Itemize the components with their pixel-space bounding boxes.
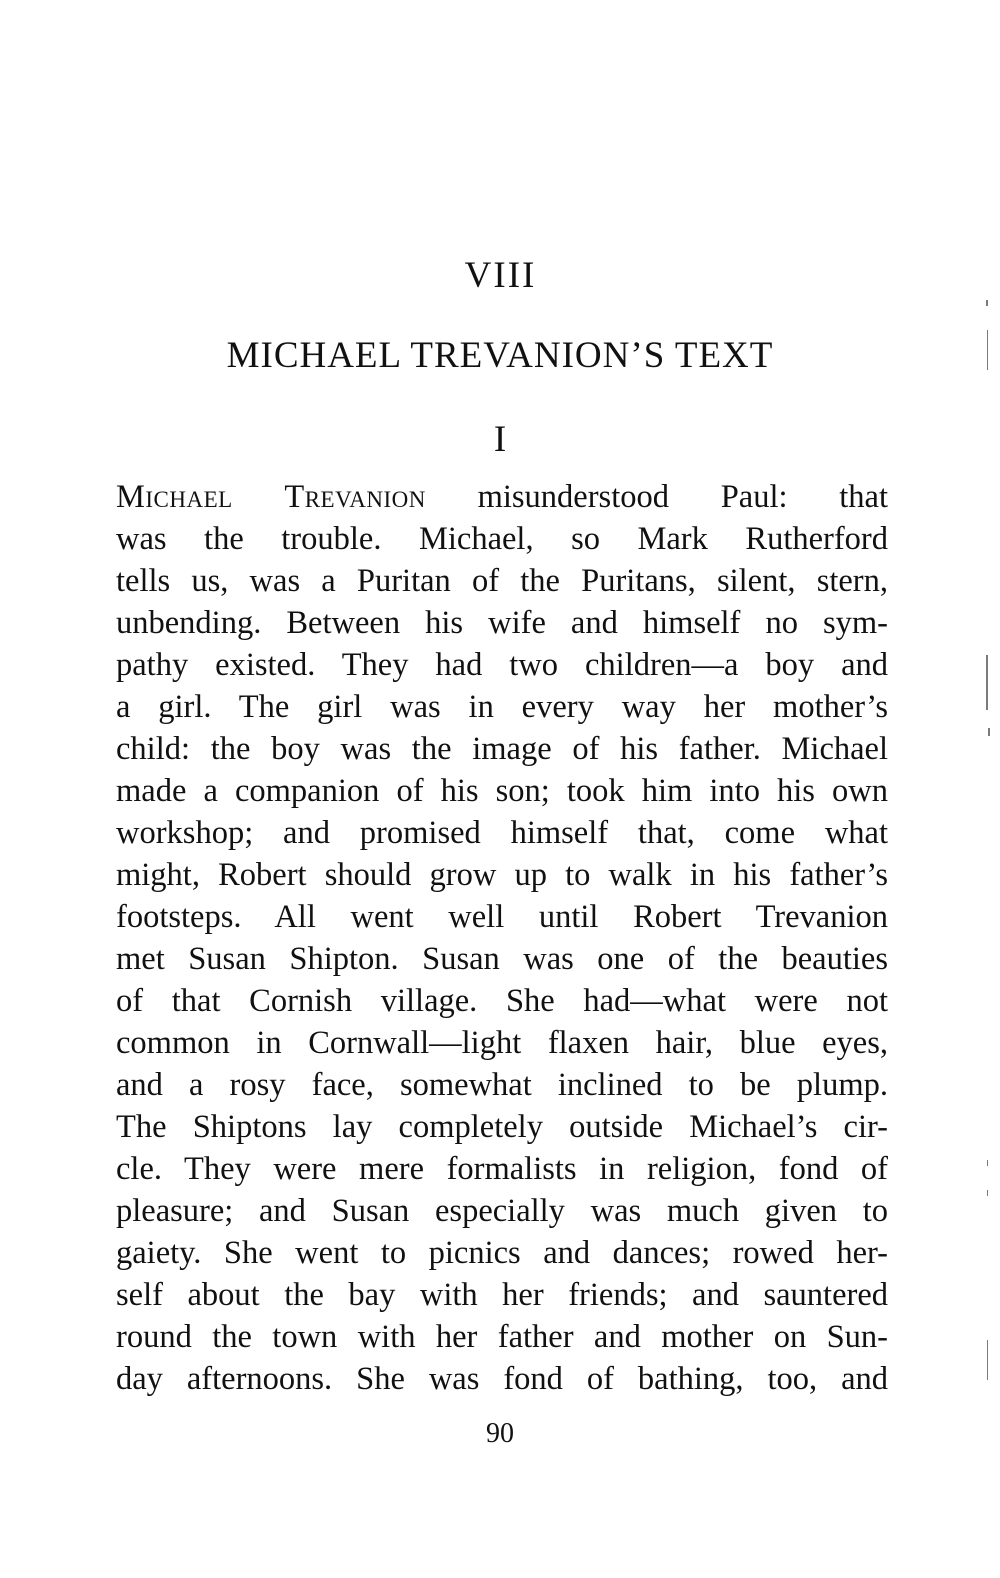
text-line: cle. They were mere formalists in religion, fond of <box>116 1151 888 1187</box>
text-line <box>116 476 888 518</box>
text-line: footsteps. All went well until Robert Trevanion <box>116 899 888 935</box>
text-line: tells us, was a Puritan of the Puritans, silent, stern, <box>116 563 888 599</box>
text-line: met Susan Shipton. Susan was one of the beauties <box>116 941 888 977</box>
scan-mark <box>987 1160 988 1166</box>
text-line: self about the bay with her friends; and sauntered <box>116 1277 888 1313</box>
text-line: pathy existed. They had two children—a boy and <box>116 647 888 683</box>
page-number: 90 <box>486 1418 514 1449</box>
scan-mark <box>987 330 988 370</box>
line-text: misunderstood Paul: that <box>425 479 888 515</box>
text-line: child: the boy was the image of his father. Michael <box>116 731 888 767</box>
section-number: I <box>493 419 507 460</box>
text-line: day afternoons. She was fond of bathing, too, and <box>116 1361 888 1397</box>
text-line: round the town with her father and mother on Sun- <box>116 1319 888 1355</box>
text-line: might, Robert should grow up to walk in his father’s <box>116 857 888 893</box>
text-line: workshop; and promised himself that, come what <box>116 815 888 851</box>
text-line: common in Cornwall—light flaxen hair, blue eyes, <box>116 1025 888 1061</box>
body-text <box>116 476 888 1400</box>
text-line: made a companion of his son; took him into his own <box>116 773 888 809</box>
scan-mark <box>988 728 990 736</box>
chapter-title: MICHAEL TREVANION’S TEXT <box>226 335 774 376</box>
scan-mark <box>987 1190 988 1196</box>
text-line: The Shiptons lay completely outside Michael’s cir- <box>116 1109 888 1145</box>
text-line: of that Cornish village. She had—what were not <box>116 983 888 1019</box>
text-line: a girl. The girl was in every way her mother’s <box>116 689 888 725</box>
text-line: pleasure; and Susan especially was much given to <box>116 1193 888 1229</box>
scan-mark <box>986 300 988 306</box>
text-line: unbending. Between his wife and himself no sym- <box>116 605 888 641</box>
opening-smallcaps: Michael Trevanion <box>116 479 426 515</box>
chapter-number: VIII <box>464 255 537 296</box>
text-line: gaiety. She went to picnics and dances; rowed her- <box>116 1235 888 1271</box>
scan-mark <box>987 1340 988 1380</box>
scan-mark <box>986 655 988 710</box>
text-line: and a rosy face, somewhat inclined to be plump. <box>116 1067 888 1103</box>
text-line: was the trouble. Michael, so Mark Rutherford <box>116 521 888 557</box>
